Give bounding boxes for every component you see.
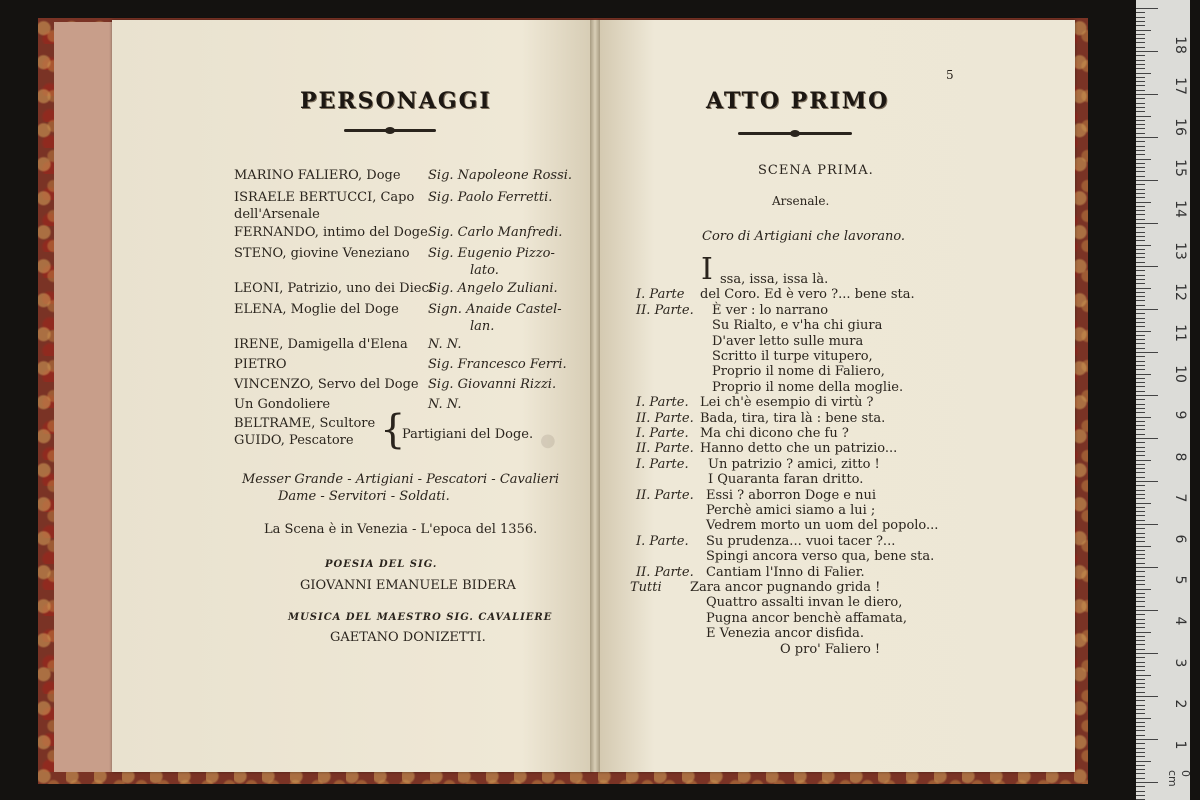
ruler-tick <box>1136 331 1151 332</box>
ruler-tick <box>1136 154 1145 155</box>
ruler-tick <box>1136 275 1145 276</box>
ruler-tick <box>1136 670 1145 671</box>
ruler-tick <box>1136 683 1145 684</box>
ruler-tick <box>1136 270 1145 271</box>
cast-actor: Sign. Anaide Castel- <box>428 302 562 317</box>
ruler-tick <box>1136 107 1145 108</box>
ruler-tick <box>1136 197 1145 198</box>
ruler-tick <box>1136 64 1145 65</box>
ruler-tick <box>1136 429 1145 430</box>
ruler-tick <box>1136 447 1145 448</box>
libretto-line: Proprio il nome di Faliero, <box>712 364 885 380</box>
cast-role: LEONI, Patrizio, uno dei Dieci <box>234 281 433 296</box>
ruler-tick <box>1136 356 1145 357</box>
ruler-tick <box>1136 481 1158 482</box>
ruler-number: 18 <box>1172 35 1188 54</box>
libretto-line: Perchè amici siamo a lui ; <box>706 503 876 518</box>
ruler-number: 8 <box>1172 452 1188 462</box>
ruler-tick <box>1136 141 1145 142</box>
ruler-tick <box>1136 451 1145 452</box>
heading-ornament-rule <box>344 129 436 132</box>
ruler-tick <box>1136 748 1145 749</box>
ruler-tick <box>1136 348 1145 349</box>
book-gutter <box>590 20 600 772</box>
ruler-tick <box>1136 692 1145 693</box>
ruler-tick <box>1136 111 1145 112</box>
ruler-tick <box>1136 765 1145 766</box>
ruler-tick <box>1136 636 1145 637</box>
ruler-tick <box>1136 507 1145 508</box>
ruler-tick <box>1136 47 1145 48</box>
cast-role: ISRAELE BERTUCCI, Capo <box>234 190 415 205</box>
ruler-tick <box>1136 335 1145 336</box>
musica-label: MUSICA DEL MAESTRO SIG. CAVALIERE <box>288 612 553 623</box>
cast-role: FERNANDO, intimo del Doge <box>234 225 428 240</box>
ruler-unit: 0 cm <box>1166 770 1192 787</box>
ruler-tick <box>1136 81 1145 82</box>
ruler-tick <box>1136 791 1145 792</box>
libretto-line: Cantiam l'Inno di Falier. <box>706 564 865 580</box>
ruler-tick <box>1136 511 1145 512</box>
ruler-tick <box>1136 219 1145 220</box>
cast-actor: Sig. Carlo Manfredi. <box>428 225 563 240</box>
ruler-tick <box>1136 752 1145 753</box>
ruler-tick <box>1136 653 1158 654</box>
group-role-1: BELTRAME, Scultore <box>234 416 376 431</box>
ruler-number: 1 <box>1172 740 1188 750</box>
ruler-tick <box>1136 210 1145 211</box>
ruler-tick <box>1136 408 1145 409</box>
ruler-tick <box>1136 425 1145 426</box>
ruler-tick <box>1136 55 1145 56</box>
libretto-line: Su prudenza... vuoi tacer ?... <box>706 533 896 549</box>
ruler-tick <box>1136 601 1145 602</box>
speaker-label: II. Parte. <box>636 564 694 580</box>
ruler-tick <box>1136 60 1145 61</box>
ruler-tick <box>1136 550 1145 551</box>
libretto-line: Proprio il nome della moglie. <box>712 379 904 395</box>
ruler-tick <box>1136 395 1158 396</box>
ruler-tick <box>1136 90 1145 91</box>
ruler-tick <box>1136 361 1145 362</box>
ruler-tick <box>1136 240 1145 241</box>
cast-actor: Sig. Eugenio Pizzo- <box>428 246 555 261</box>
ruler-tick <box>1136 374 1151 375</box>
cast-role: IRENE, Damigella d'Elena <box>234 337 408 352</box>
libretto-line: Essi ? aborron Doge e nui <box>706 487 877 503</box>
ruler-tick <box>1136 756 1145 757</box>
libretto-line: O pro' Faliero ! <box>780 641 881 657</box>
ruler-tick <box>1136 94 1158 95</box>
ruler-tick <box>1136 365 1145 366</box>
ruler-tick <box>1136 494 1145 495</box>
ruler-tick <box>1136 128 1145 129</box>
ruler-tick <box>1136 528 1145 529</box>
libretto-line: È ver : lo narrano <box>712 302 829 318</box>
ruler-tick <box>1136 176 1145 177</box>
ruler-tick <box>1136 593 1145 594</box>
ruler-tick <box>1136 202 1151 203</box>
ruler-tick <box>1136 485 1145 486</box>
ruler-tick <box>1136 124 1145 125</box>
ruler-tick <box>1136 675 1151 676</box>
ruler-tick <box>1136 98 1145 99</box>
ruler-tick <box>1136 687 1145 688</box>
ruler-tick <box>1136 610 1158 611</box>
libretto-line: E Venezia ancor disfida. <box>706 626 865 642</box>
group-label: Partigiani del Doge. <box>402 427 534 442</box>
ruler-tick <box>1136 589 1151 590</box>
ruler-tick <box>1136 795 1145 796</box>
ruler-tick <box>1136 700 1145 701</box>
group-role-2: GUIDO, Pescatore <box>234 433 354 448</box>
ruler-tick <box>1136 382 1145 383</box>
poesia-label: POESIA DEL SIG. <box>325 559 438 570</box>
cast-role: MARINO FALIERO, Doge <box>234 168 401 183</box>
ruler-tick <box>1136 25 1145 26</box>
ruler-tick <box>1136 386 1145 387</box>
libretto-line: del Coro. Ed è vero ?... bene sta. <box>700 287 915 303</box>
ruler-number: 9 <box>1172 410 1188 420</box>
ruler-tick <box>1136 773 1145 774</box>
libretto-line: Scritto il turpe vitupero, <box>712 349 873 364</box>
libretto-line: Pugna ancor benchè affamata, <box>706 610 908 626</box>
ruler-tick <box>1136 455 1145 456</box>
speaker-label: Tutti <box>630 580 662 595</box>
ruler-tick <box>1136 227 1145 228</box>
ruler-tick <box>1136 232 1145 233</box>
ruler-number: 10 <box>1172 365 1188 384</box>
ruler-number: 2 <box>1172 699 1188 709</box>
ruler-tick <box>1136 735 1145 736</box>
ruler-tick <box>1136 339 1145 340</box>
ruler-tick <box>1136 541 1145 542</box>
ruler-tick <box>1136 343 1145 344</box>
cast-actor: N. N. <box>428 337 462 352</box>
ruler-tick <box>1136 761 1151 762</box>
speaker-label: I. Parte <box>636 287 685 303</box>
cast-heading: PERSONAGGI <box>300 88 492 114</box>
ruler-tick <box>1136 369 1145 370</box>
ruler-number: 6 <box>1172 534 1188 544</box>
ruler-tick <box>1136 296 1145 297</box>
ruler-tick <box>1136 42 1145 43</box>
faded-watermark: ● <box>540 430 556 451</box>
ruler-tick <box>1136 619 1145 620</box>
ruler-tick <box>1136 313 1145 314</box>
ruler-tick <box>1136 180 1158 181</box>
ruler-tick <box>1136 460 1151 461</box>
ruler-tick <box>1136 163 1145 164</box>
ruler-tick <box>1136 245 1151 246</box>
libretto-line: Vedrem morto un uom del popolo... <box>706 518 939 534</box>
ruler-tick <box>1136 167 1145 168</box>
ruler-tick <box>1136 236 1145 237</box>
ruler-tick <box>1136 159 1151 160</box>
ruler-number: 17 <box>1172 76 1188 95</box>
ruler-tick <box>1136 133 1145 134</box>
ruler-tick <box>1136 38 1145 39</box>
ruler-tick <box>1136 563 1145 564</box>
ruler-tick <box>1136 193 1145 194</box>
ruler-tick <box>1136 137 1158 138</box>
ruler-tick <box>1136 567 1158 568</box>
ruler-tick <box>1136 417 1151 418</box>
cast-actor: Sig. Paolo Ferretti. <box>428 190 553 205</box>
composer-name: GAETANO DONIZETTI. <box>330 630 486 645</box>
ruler-tick <box>1136 223 1158 224</box>
ruler-tick <box>1136 515 1145 516</box>
ruler-number: 7 <box>1172 493 1188 503</box>
ruler-tick <box>1136 404 1145 405</box>
ruler-tick <box>1136 68 1145 69</box>
ruler-tick <box>1136 253 1145 254</box>
ruler-tick <box>1136 305 1145 306</box>
brace-symbol: { <box>380 407 406 453</box>
ruler-tick <box>1136 718 1151 719</box>
ruler-tick <box>1136 103 1145 104</box>
libretto-line: Bada, tira, tira là : bene sta. <box>700 410 886 426</box>
ruler-tick <box>1136 442 1145 443</box>
ruler-tick <box>1136 696 1158 697</box>
ruler-tick <box>1136 722 1145 723</box>
cast-role-continued: dell'Arsenale <box>234 207 320 222</box>
ruler-tick <box>1136 189 1145 190</box>
ruler-tick <box>1136 726 1145 727</box>
ruler-tick <box>1136 468 1145 469</box>
ruler-tick <box>1136 421 1145 422</box>
ruler-tick <box>1136 279 1145 280</box>
libretto-line: Hanno detto che un patrizio... <box>700 441 898 457</box>
cast-role: PIETRO <box>234 357 287 372</box>
ruler-tick <box>1136 571 1145 572</box>
ruler-tick <box>1136 51 1158 52</box>
ruler-tick <box>1136 120 1145 121</box>
libretto-line: ssa, issa, issa là. <box>720 272 829 287</box>
ruler-tick <box>1136 782 1158 783</box>
ruler-number: 14 <box>1172 200 1188 219</box>
cast-role: VINCENZO, Servo del Doge <box>234 377 419 392</box>
ruler-tick <box>1136 503 1151 504</box>
ruler-tick <box>1136 666 1145 667</box>
ruler-tick <box>1136 662 1145 663</box>
ruler-tick <box>1136 679 1145 680</box>
speaker-label: I. Parte. <box>636 533 689 549</box>
ruler-tick <box>1136 438 1158 439</box>
ruler-tick <box>1136 709 1145 710</box>
ruler-tick <box>1136 318 1145 319</box>
ruler-tick <box>1136 266 1158 267</box>
act-heading: ATTO PRIMO <box>706 88 890 114</box>
ruler-tick <box>1136 73 1151 74</box>
ruler-tick <box>1136 614 1145 615</box>
ruler-tick <box>1136 657 1145 658</box>
ruler-tick <box>1136 786 1145 787</box>
speaker-label: I. Parte. <box>636 426 689 441</box>
ruler-tick <box>1136 249 1145 250</box>
ruler-tick <box>1136 309 1158 310</box>
stage-direction: Coro di Artigiani che lavorano. <box>702 229 906 244</box>
ruler-tick <box>1136 597 1145 598</box>
ruler-tick <box>1136 399 1145 400</box>
cast-actor: N. N. <box>428 397 462 412</box>
ruler-tick <box>1136 533 1145 534</box>
ruler-tick <box>1136 472 1145 473</box>
ruler-tick <box>1136 537 1145 538</box>
ruler-tick <box>1136 558 1145 559</box>
ruler-tick <box>1136 606 1145 607</box>
ruler-tick <box>1136 300 1145 301</box>
setting-line: La Scena è in Venezia - L'epoca del 1356. <box>264 522 538 537</box>
ruler-tick <box>1136 150 1145 151</box>
ruler-tick <box>1136 730 1145 731</box>
chorus-line-2: Dame - Servitori - Soldati. <box>278 489 450 504</box>
ruler-tick <box>1136 524 1158 525</box>
ruler-tick <box>1136 713 1145 714</box>
libretto-line: Un patrizio ? amici, zitto ! <box>708 456 880 472</box>
ruler-tick <box>1136 580 1145 581</box>
ruler-number: 13 <box>1172 241 1188 260</box>
speaker-label: II. Parte. <box>636 487 694 503</box>
ruler-tick <box>1136 257 1145 258</box>
libretto-line: Zara ancor pugnando grida ! <box>690 580 881 595</box>
poet-name: GIOVANNI EMANUELE BIDERA <box>300 578 516 593</box>
cast-role: STENO, giovine Veneziano <box>234 246 410 261</box>
ruler-tick <box>1136 146 1145 147</box>
cast-role: ELENA, Moglie del Doge <box>234 302 399 317</box>
ruler-number: 12 <box>1172 282 1188 301</box>
ruler-tick <box>1136 34 1145 35</box>
ruler-tick <box>1136 546 1151 547</box>
speaker-label: I. Parte. <box>636 456 689 472</box>
ruler-tick <box>1136 644 1145 645</box>
ruler-number: 3 <box>1172 658 1188 668</box>
ruler-tick <box>1136 17 1145 18</box>
ruler-tick <box>1136 705 1145 706</box>
ruler-tick <box>1136 288 1151 289</box>
speaker-label: II. Parte. <box>636 410 694 426</box>
speaker-label: I. Parte. <box>636 395 689 411</box>
ruler-tick <box>1136 283 1145 284</box>
ruler-tick <box>1136 21 1145 22</box>
libretto-line: Lei ch'è esempio di virtù ? <box>700 395 874 411</box>
ruler-tick <box>1136 739 1158 740</box>
ruler-tick <box>1136 778 1145 779</box>
drop-cap: I <box>701 252 713 287</box>
left-page <box>112 20 594 772</box>
libretto-line: Spingi ancora verso qua, bene sta. <box>706 549 935 565</box>
cast-actor: Sig. Napoleone Rossi. <box>428 168 573 183</box>
libretto-line: Quattro assalti invan le diero, <box>706 595 903 611</box>
scene-location: Arsenale. <box>772 194 830 208</box>
ruler-tick <box>1136 8 1158 9</box>
libretto-line: I Quaranta faran dritto. <box>708 472 864 488</box>
ruler-tick <box>1136 623 1145 624</box>
ruler-tick <box>1136 262 1145 263</box>
ruler-tick <box>1136 434 1145 435</box>
ruler-tick <box>1136 520 1145 521</box>
libretto-line: D'aver letto sulle mura <box>712 333 864 349</box>
chorus-line-1: Messer Grande - Artigiani - Pescatori - Cavalieri <box>242 472 559 487</box>
cast-actor-continued: lan. <box>470 319 495 334</box>
ruler-tick <box>1136 378 1145 379</box>
ruler-tick <box>1136 412 1145 413</box>
cast-actor: Sig. Angelo Zuliani. <box>428 281 558 296</box>
ruler-tick <box>1136 214 1145 215</box>
scene-heading: SCENA PRIMA. <box>758 163 874 178</box>
ruler-tick <box>1136 584 1145 585</box>
ruler-tick <box>1136 640 1145 641</box>
ruler-tick <box>1136 391 1145 392</box>
page-number: 5 <box>946 68 954 82</box>
ruler-tick <box>1136 116 1151 117</box>
ruler-number: 16 <box>1172 118 1188 136</box>
ruler-tick <box>1136 490 1145 491</box>
ruler-tick <box>1136 632 1151 633</box>
ruler-tick <box>1136 30 1151 31</box>
ruler-tick <box>1136 498 1145 499</box>
cast-actor: Sig. Francesco Ferri. <box>428 357 567 372</box>
cast-role: Un Gondoliere <box>234 397 331 412</box>
ruler-tick <box>1136 743 1145 744</box>
ruler-tick <box>1136 322 1145 323</box>
ruler-tick <box>1136 477 1145 478</box>
ruler-tick <box>1136 77 1145 78</box>
ruler-tick <box>1136 184 1145 185</box>
ruler-number: 15 <box>1172 159 1188 178</box>
cast-actor: Sig. Giovanni Rizzi. <box>428 377 557 392</box>
measurement-ruler <box>1136 0 1190 800</box>
libretto-line: Ma chi dicono che fu ? <box>700 426 849 441</box>
ruler-tick <box>1136 649 1145 650</box>
ruler-tick <box>1136 292 1145 293</box>
ruler-number: 5 <box>1172 575 1188 585</box>
ruler-tick <box>1136 352 1158 353</box>
ruler-tick <box>1136 464 1145 465</box>
libretto-line: Su Rialto, e v'ha chi giura <box>712 318 883 334</box>
ruler-tick <box>1136 85 1145 86</box>
flyleaf <box>54 22 120 772</box>
ruler-tick <box>1136 12 1145 13</box>
ruler-tick <box>1136 627 1145 628</box>
ruler-tick <box>1136 206 1145 207</box>
speaker-label: II. Parte. <box>636 441 694 457</box>
ruler-number: 4 <box>1172 616 1188 626</box>
ruler-tick <box>1136 326 1145 327</box>
cast-actor-continued: lato. <box>470 263 499 278</box>
ruler-tick <box>1136 171 1145 172</box>
speaker-label: II. Parte. <box>636 302 694 318</box>
ruler-tick <box>1136 769 1145 770</box>
act-ornament-rule <box>738 132 852 135</box>
ruler-number: 11 <box>1172 324 1188 342</box>
ruler-tick <box>1136 576 1145 577</box>
ruler-tick <box>1136 554 1145 555</box>
